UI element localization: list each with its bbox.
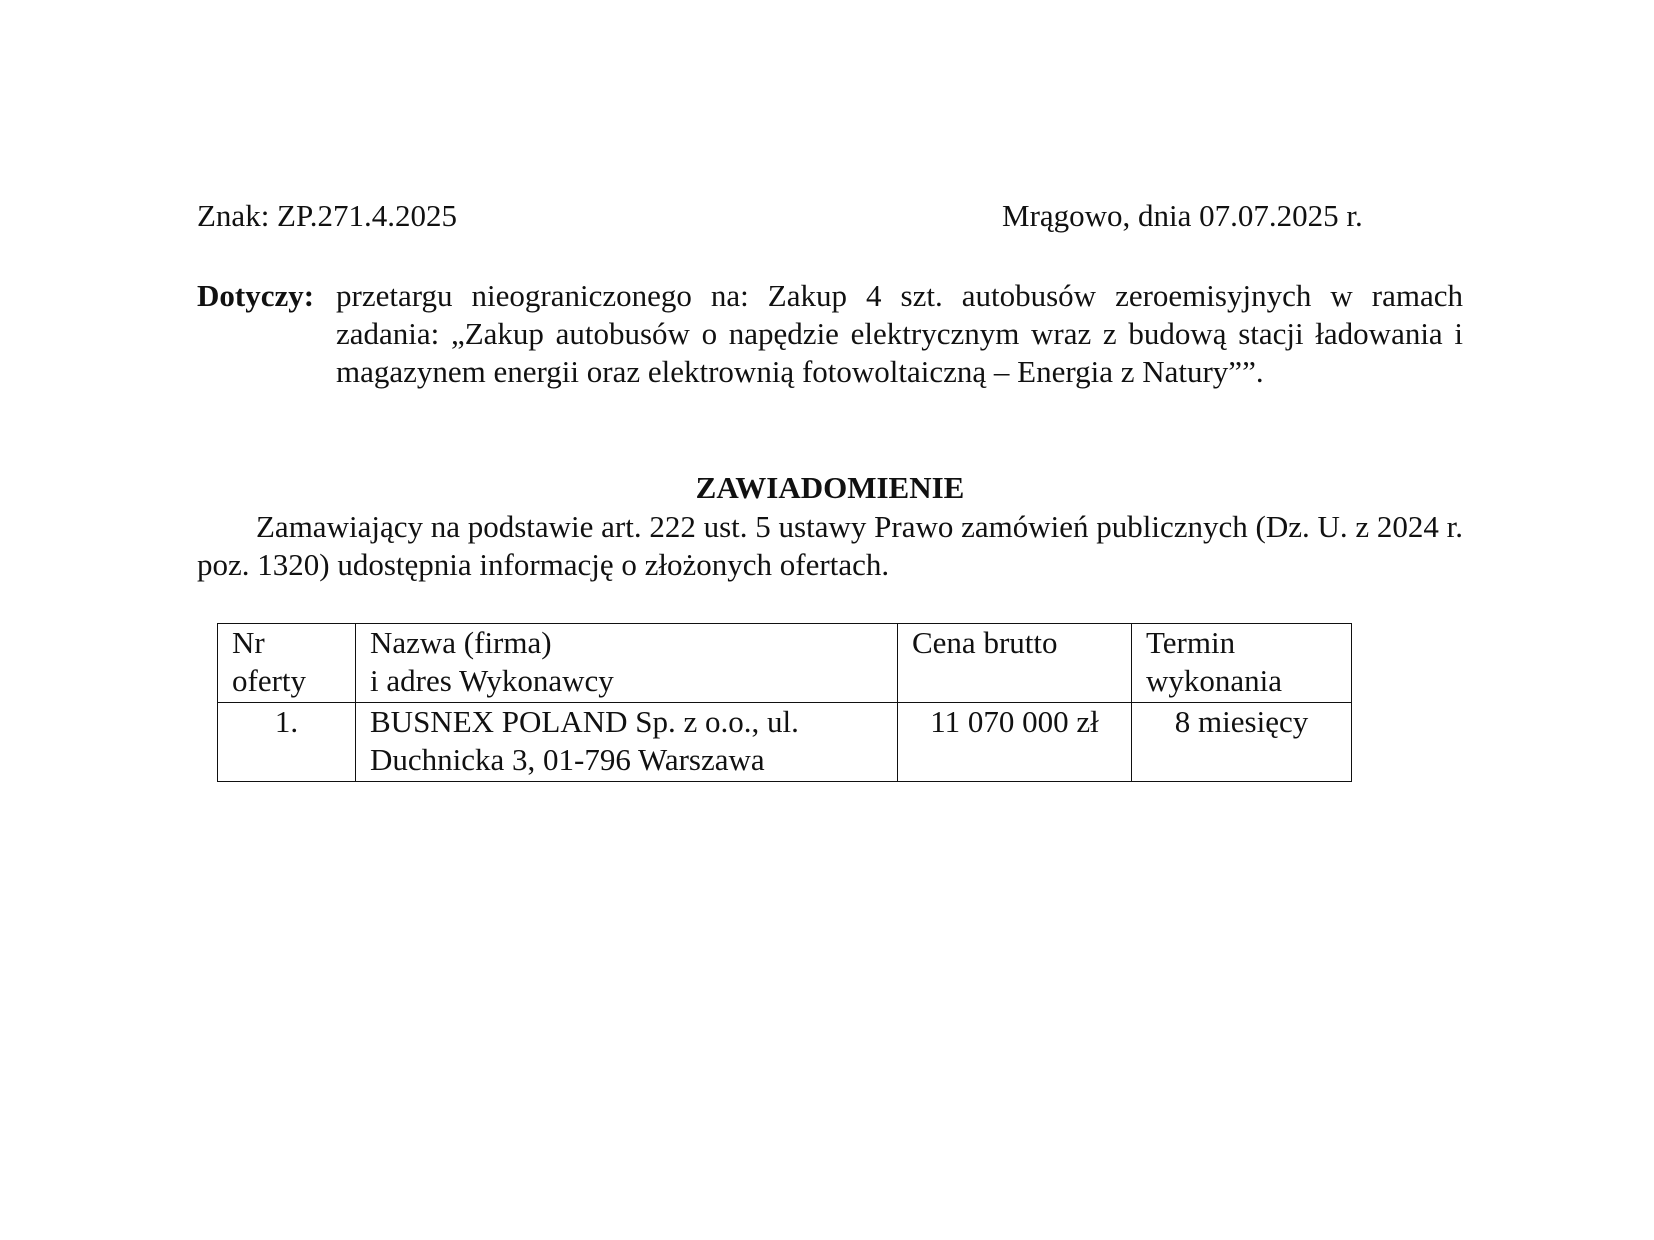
header-term bbox=[1132, 624, 1352, 703]
offer-number: 1. bbox=[218, 703, 356, 782]
header-contractor-line1: Nazwa (firma) bbox=[370, 625, 552, 660]
table-row bbox=[218, 703, 1352, 782]
header-contractor bbox=[356, 624, 898, 703]
contractor-cell bbox=[356, 703, 898, 782]
notice-title: ZAWIADOMIENIE bbox=[695, 470, 965, 505]
header-price-label: Cena brutto bbox=[912, 625, 1058, 660]
subject-label: Dotyczy: bbox=[197, 278, 315, 313]
header-term-line1: Termin bbox=[1146, 625, 1236, 660]
document-reference: Znak: ZP.271.4.2025 bbox=[197, 198, 458, 233]
completion-term: 8 miesięcy bbox=[1132, 703, 1352, 782]
offers-table bbox=[217, 623, 1352, 782]
contractor-address: Duchnicka 3, 01-796 Warszawa bbox=[370, 742, 765, 777]
header-offer-number bbox=[218, 624, 356, 703]
subject-block bbox=[197, 277, 1463, 391]
table-header-row bbox=[218, 624, 1352, 703]
gross-price: 11 070 000 zł bbox=[898, 703, 1132, 782]
header-contractor-line2: i adres Wykonawcy bbox=[370, 663, 614, 698]
place-and-date: Mrągowo, dnia 07.07.2025 r. bbox=[1002, 198, 1363, 233]
contractor-name: BUSNEX POLAND Sp. z o.o., ul. bbox=[370, 704, 799, 739]
header-term-line2: wykonania bbox=[1146, 663, 1283, 698]
header-price bbox=[898, 624, 1132, 703]
header-offer-number-label: Nr oferty bbox=[232, 625, 307, 698]
subject-text: przetargu nieograniczonego na: Zakup 4 szt. autobusów zeroemisyjnych w ramach zadania: „Zakup autobusów o napędzie elektrycznym wraz z budową stacji ładowania i magazynem energii oraz elektrownią fotowoltaiczną – Energia z Natury””. bbox=[336, 278, 1463, 389]
notice-body: Zamawiający na podstawie art. 222 ust. 5 ustawy Prawo zamówień publicznych (Dz. U. z 2024 r. poz. 1320) udostępnia informację o złożonych ofertach. bbox=[197, 509, 1463, 582]
